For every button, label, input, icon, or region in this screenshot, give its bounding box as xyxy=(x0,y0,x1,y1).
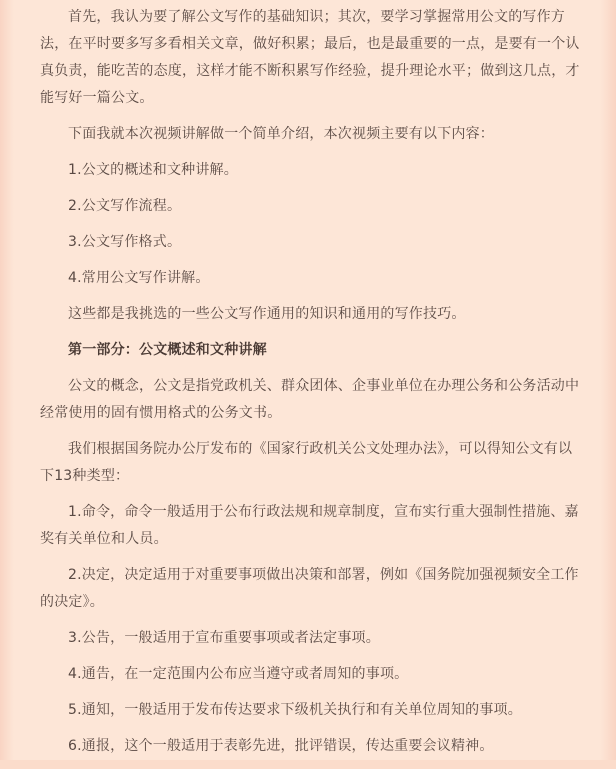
paragraph-types-intro: 我们根据国务院办公厅发布的《国家行政机关公文处理办法》，可以得知公文有以下13种类型： xyxy=(40,441,573,484)
list-item-type-6: 6.通报，这个一般适用于表彰先进，批评错误，传达重要会议精神。 xyxy=(68,738,494,754)
list-item-outline-1: 1.公文的概述和文种讲解。 xyxy=(68,162,238,178)
list-item-type-1: 1.命令，命令一般适用于公布行政法规和规章制度，宣布实行重大强制性措施、嘉奖有关单位和人员。 xyxy=(40,504,579,547)
list-item-outline-2: 2.公文写作流程。 xyxy=(68,198,182,214)
list-item-outline-3: 3.公文写作格式。 xyxy=(68,234,182,250)
list-item-type-5: 5.通知，一般适用于发布传达要求下级机关执行和有关单位周知的事项。 xyxy=(68,702,522,718)
paragraph-intro: 首先，我认为要了解公文写作的基础知识；其次，要学习掌握常用公文的写作方法，在平时要多写多看相关文章，做好积累；最后，也是最重要的一点，是要有一个认真负责，能吃苦的态度，这样才能不断积累写作经验，提升理论水平；做到这几点，才能写好一篇公文。 xyxy=(40,9,580,106)
paragraph-video-intro: 下面我就本次视频讲解做一个简单介绍，本次视频主要有以下内容： xyxy=(68,126,494,142)
list-item-type-4: 4.通告，在一定范围内公布应当遵守或者周知的事项。 xyxy=(68,666,409,682)
paragraph-definition: 公文的概念，公文是指党政机关、群众团体、企事业单位在办理公务和公务活动中经常使用的固有惯用格式的公务文书。 xyxy=(40,378,580,421)
list-item-outline-4: 4.常用公文写作讲解。 xyxy=(68,270,210,286)
list-item-type-3: 3.公告，一般适用于宣布重要事项或者法定事项。 xyxy=(68,630,380,646)
section-heading: 第一部分：公文概述和文种讲解 xyxy=(68,342,267,358)
article-body xyxy=(40,0,580,769)
paragraph-summary: 这些都是我挑选的一些公文写作通用的知识和通用的写作技巧。 xyxy=(68,306,466,322)
list-item-type-2: 2.决定，决定适用于对重要事项做出决策和部署，例如《国务院加强视频安全工作的决定》。 xyxy=(40,567,579,610)
